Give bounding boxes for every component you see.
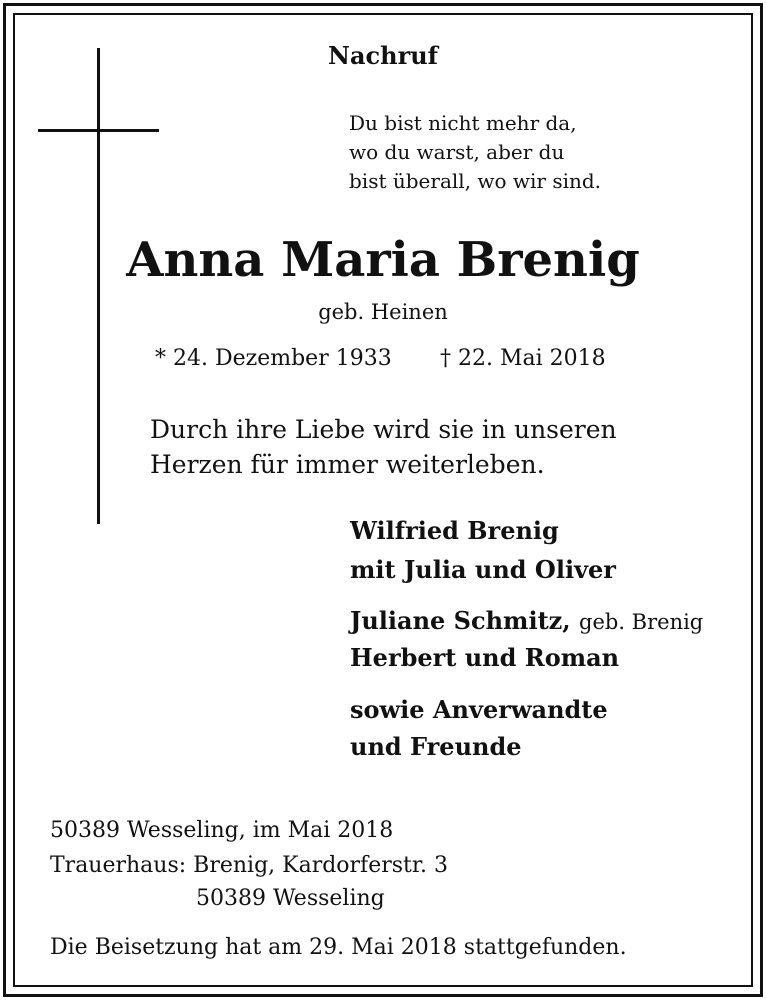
family-line-3 <box>350 606 703 635</box>
family-member-name: Juliane Schmitz, <box>350 606 571 635</box>
place-date: 50389 Wesseling, im Mai 2018 <box>50 818 394 843</box>
mourning-house-city: 50389 Wesseling <box>196 886 385 911</box>
death-date: † 22. Mai 2018 <box>440 346 606 371</box>
verse-line-2: wo du warst, aber du <box>349 140 565 164</box>
burial-note: Die Beisetzung hat am 29. Mai 2018 stattgefunden. <box>50 935 627 960</box>
verse-line-1: Du bist nicht mehr da, <box>349 111 577 135</box>
notice-heading: Nachruf <box>328 41 438 70</box>
mourning-house-address: Trauerhaus: Brenig, Kardorferstr. 3 <box>50 853 448 878</box>
family-line-4: Herbert und Roman <box>350 643 620 672</box>
family-line-6: und Freunde <box>350 732 522 761</box>
verse-line-3: bist überall, wo wir sind. <box>349 169 602 193</box>
quote-line-1: Durch ihre Liebe wird sie in unseren <box>150 415 617 444</box>
deceased-name: Anna Maria Brenig <box>126 232 640 288</box>
family-line-2: mit Julia und Oliver <box>350 555 616 584</box>
maiden-name: geb. Heinen <box>318 300 448 324</box>
cross-horizontal-bar <box>38 129 159 132</box>
family-line-5: sowie Anverwandte <box>350 695 608 724</box>
quote-line-2: Herzen für immer weiterleben. <box>150 450 545 479</box>
birth-date: * 24. Dezember 1933 <box>155 346 392 371</box>
family-member-maiden-name: geb. Brenig <box>579 610 704 634</box>
family-line-1: Wilfried Brenig <box>350 516 559 545</box>
